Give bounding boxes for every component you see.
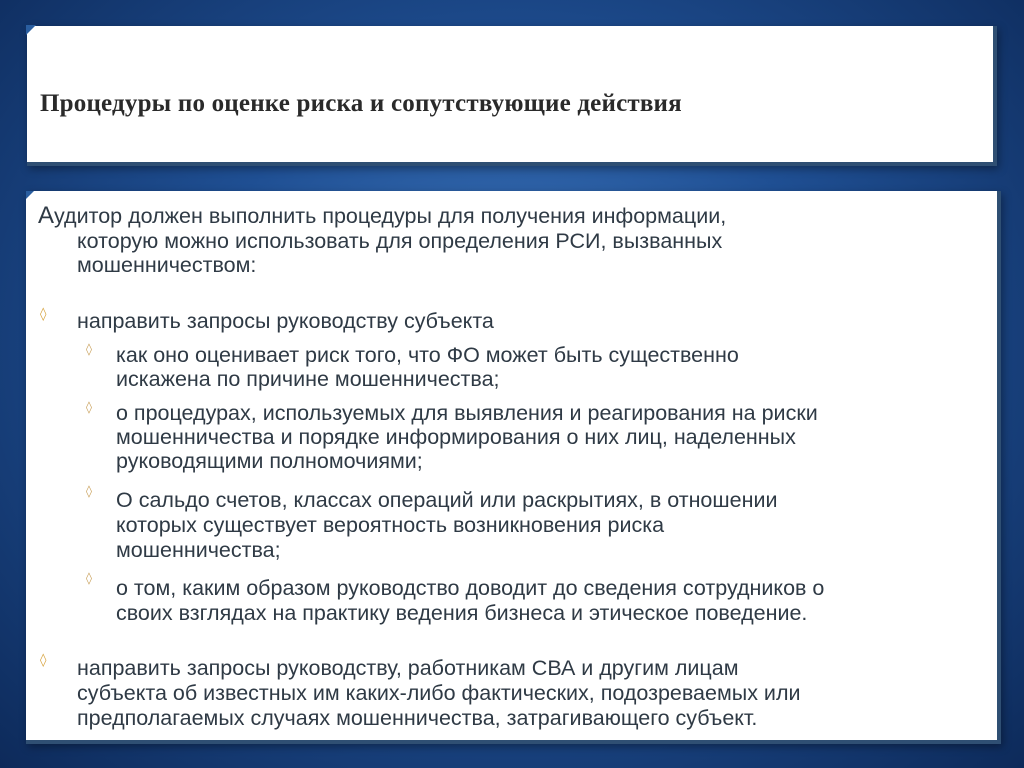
intro-line-2: которую можно использовать для определения РСИ, вызванных: [77, 229, 723, 253]
diamond-sub-bullet-icon: ◊: [86, 571, 92, 585]
content-panel: [26, 191, 1001, 744]
sub-bullet-1-line-2: искажена по причине мошенничества;: [116, 367, 500, 391]
sub-bullet-3-line-1: О сальдо счетов, классах операций или раскрытиях, в отношении: [116, 488, 778, 512]
intro-lead-letter: А: [38, 202, 55, 229]
diamond-sub-bullet-icon: ◊: [86, 484, 92, 498]
intro-line-1-text: удитор должен выполнить процедуры для получения информации,: [54, 204, 727, 228]
bullet-1-line-1: направить запросы руководству субъекта: [77, 309, 494, 333]
bullet-2-line-1: направить запросы руководству, работникам СВА и другим лицам: [77, 656, 739, 680]
sub-bullet-2-line-3: руководящими полномочиями;: [116, 449, 423, 473]
sub-bullet-2-line-1: о процедурах, используемых для выявления и реагирования на риски: [116, 401, 818, 425]
intro-line-1: [38, 204, 726, 228]
sub-bullet-1-line-1: как оно оценивает риск того, что ФО может быть существенно: [116, 343, 739, 367]
diamond-sub-bullet-icon: ◊: [86, 342, 92, 356]
sub-bullet-3-line-3: мошенничества;: [116, 538, 281, 562]
intro-line-3: мошенничеством:: [77, 253, 257, 277]
diamond-bullet-icon: ◊: [40, 307, 47, 322]
bullet-2-line-3: предполагаемых случаях мошенничества, затрагивающего субъект.: [77, 706, 758, 730]
diamond-bullet-icon: ◊: [40, 653, 47, 668]
slide-title: Процедуры по оценке риска и сопутствующие действия: [40, 90, 682, 117]
sub-bullet-4-line-2: своих взглядах на практику ведения бизнеса и этическое поведение.: [116, 601, 808, 625]
bullet-2-line-2: субъекта об известных им каких-либо фактических, подозреваемых или: [77, 681, 801, 705]
sub-bullet-2-line-2: мошенничества и порядке информирования о них лиц, наделенных: [116, 425, 796, 449]
title-panel: [27, 26, 997, 166]
sub-bullet-3-line-2: которых существует вероятность возникновения риска: [116, 513, 665, 537]
sub-bullet-4-line-1: о том, каким образом руководство доводит до сведения сотрудников о: [116, 576, 825, 600]
diamond-sub-bullet-icon: ◊: [86, 400, 92, 414]
